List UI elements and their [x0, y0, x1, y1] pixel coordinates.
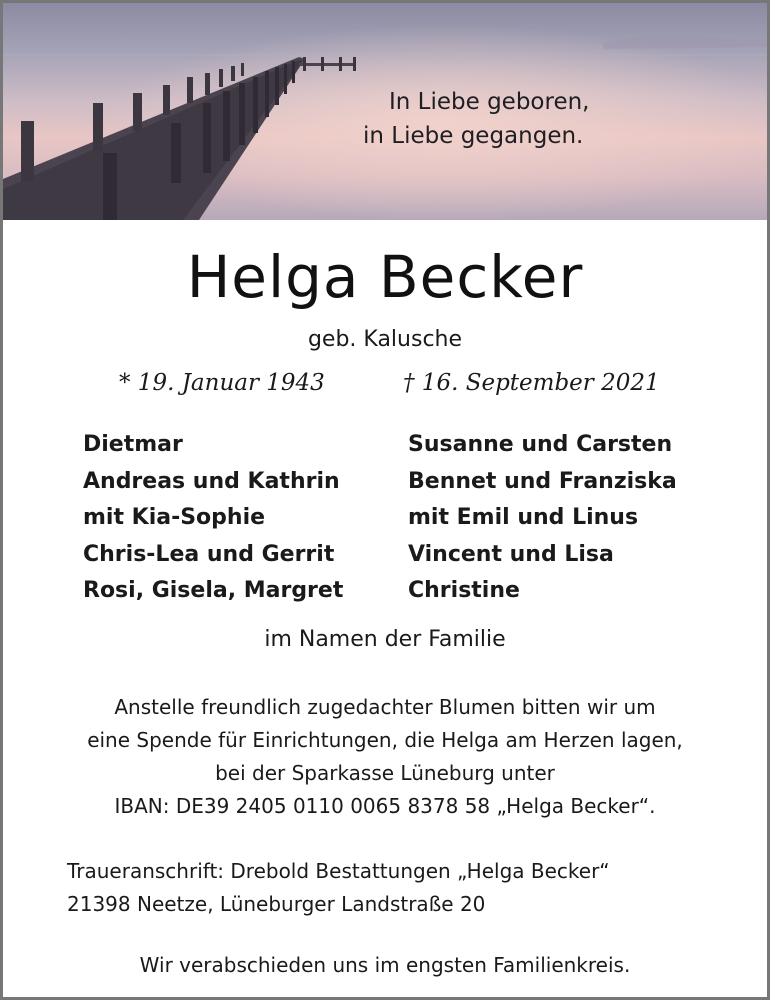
address-line-2: 21398 Neetze, Lüneburger Landstraße 20 — [67, 892, 486, 916]
family-entry: Christine — [408, 578, 520, 603]
deceased-name: Helga Becker — [186, 243, 584, 311]
motto-line-2: in Liebe gegangen. — [363, 123, 584, 149]
motto-line-1: In Liebe geboren, — [389, 89, 590, 115]
family-entry: Dietmar — [83, 432, 183, 457]
donation-iban: IBAN: DE39 2405 0110 0065 8378 58 „Helga Becker“. — [114, 794, 656, 818]
family-entry: mit Emil und Linus — [408, 505, 639, 530]
maiden-name: geb. Kalusche — [307, 327, 463, 352]
donation-line-1: Anstelle freundlich zugedachter Blumen bitten wir um — [114, 695, 656, 719]
donation-line-2: eine Spende für Einrichtungen, die Helga am Herzen lagen, — [87, 728, 683, 752]
family-entry: Rosi, Gisela, Margret — [83, 578, 344, 603]
address-line-1: Traueranschrift: Drebold Bestattungen „Helga Becker“ — [67, 859, 610, 883]
mourning-address — [67, 855, 610, 921]
motto — [363, 85, 623, 153]
family-entry: mit Kia-Sophie — [83, 505, 266, 530]
death-date: † 16. September 2021 — [403, 370, 660, 396]
on-behalf-line: im Namen der Familie — [264, 627, 506, 652]
donation-note — [3, 691, 767, 823]
family-entry: Susanne und Carsten — [408, 432, 673, 457]
family-entry: Andreas und Kathrin — [83, 468, 340, 494]
family-list-left — [83, 427, 343, 610]
birth-date: * 19. Januar 1943 — [119, 370, 325, 396]
family-entry: Bennet und Franziska — [408, 468, 677, 494]
family-entry: Vincent und Lisa — [408, 541, 614, 567]
family-list-right — [408, 427, 677, 610]
farewell-line: Wir verabschieden uns im engsten Familienkreis. — [139, 953, 631, 977]
donation-line-3: bei der Sparkasse Lüneburg unter — [215, 761, 555, 785]
header-photo — [3, 3, 767, 220]
family-entry: Chris-Lea und Gerrit — [83, 541, 335, 567]
